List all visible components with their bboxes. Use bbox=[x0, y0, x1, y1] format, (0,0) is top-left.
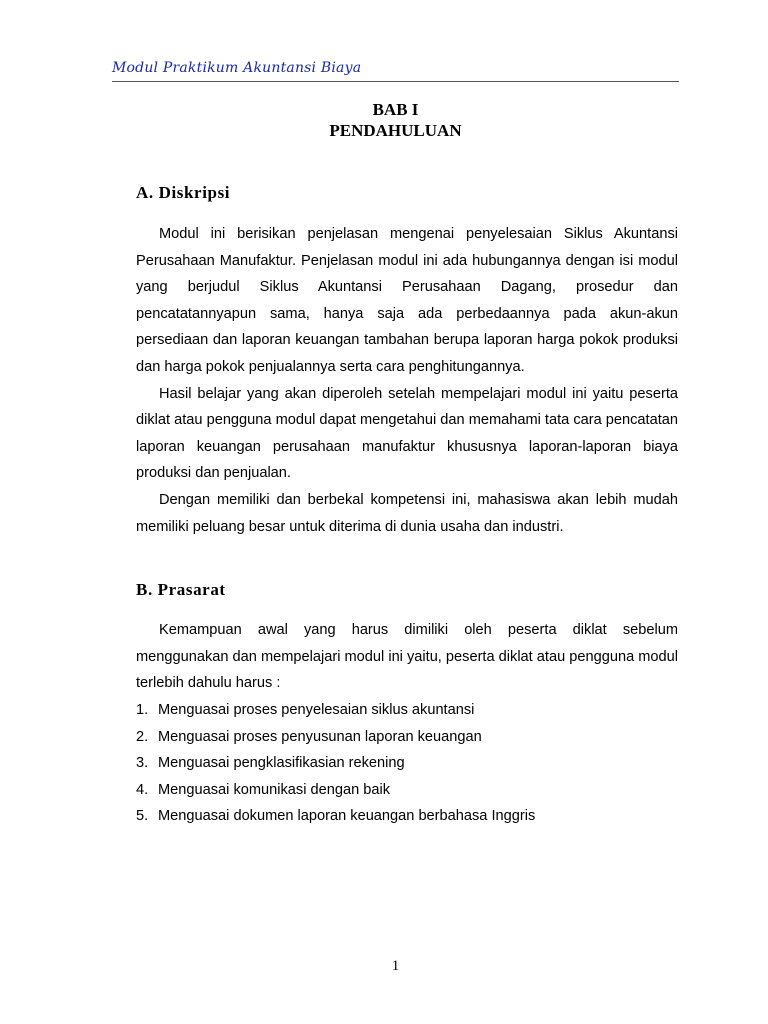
section-a-paragraph-2: Hasil belajar yang akan diperoleh setelah mempelajari modul ini yaitu peserta diklat atau pengguna modul dapat mengetahui dan memahami tata cara pencatatan laporan keuangan perusahaan manufaktur khususnya laporan-laporan biaya produksi dan penjualan. bbox=[136, 385, 678, 482]
chapter-number: BAB I bbox=[372, 100, 419, 119]
chapter-title: PENDAHULUAN bbox=[329, 121, 462, 140]
section-b-body bbox=[136, 617, 678, 697]
list-item-text: Menguasai dokumen laporan keuangan berbahasa Inggris bbox=[158, 808, 536, 825]
list-item bbox=[136, 750, 678, 777]
list-item-text: Menguasai pengklasifikasian rekening bbox=[158, 755, 405, 772]
header-divider bbox=[112, 81, 679, 82]
list-item-number: 5. bbox=[136, 808, 149, 825]
list-item-number: 2. bbox=[136, 728, 149, 745]
list-item-number: 1. bbox=[136, 702, 149, 718]
section-a-paragraph-3: Dengan memiliki dan berbekal kompetensi ini, mahasiswa akan lebih mudah memiliki peluang besar untuk diterima di dunia usaha dan industri. bbox=[136, 491, 678, 535]
section-a-body bbox=[136, 221, 678, 540]
section-b-heading: B. Prasarat bbox=[136, 580, 226, 599]
list-item-text: Menguasai komunikasi dengan baik bbox=[158, 781, 391, 798]
page-number: 1 bbox=[391, 958, 400, 974]
list-item-text: Menguasai proses penyusunan laporan keuangan bbox=[158, 728, 482, 745]
section-b-intro: Kemampuan awal yang harus dimiliki oleh peserta diklat sebelum menggunakan dan mempelajari modul ini yaitu, peserta diklat atau pengguna modul terlebih dahulu harus : bbox=[136, 622, 678, 692]
section-a-paragraph-1: Modul ini berisikan penjelasan mengenai penyelesaian Siklus Akuntansi Perusahaan Manufaktur. Penjelasan modul ini ada hubungannya dengan isi modul yang berjudul Siklus Akuntansi Perusahaan Dagang, prosedur dan pencatatannyapun sama, hanya saja ada perbedaannya pada akun-akun persediaan dan laporan keuangan tambahan berupa laporan harga pokok produksi dan harga pokok penjualannya serta cara penghitungannya. bbox=[136, 226, 678, 375]
prerequisite-list bbox=[136, 697, 678, 830]
list-item-number: 4. bbox=[136, 781, 149, 798]
running-header: Modul Praktikum Akuntansi Biaya bbox=[112, 60, 362, 76]
list-item bbox=[136, 777, 678, 804]
list-item bbox=[136, 803, 678, 830]
list-item bbox=[136, 697, 678, 724]
list-item-number: 3. bbox=[136, 755, 149, 772]
list-item bbox=[136, 724, 678, 751]
list-item-text: Menguasai proses penyelesaian siklus akuntansi bbox=[158, 702, 475, 718]
section-a-heading: A. Diskripsi bbox=[136, 183, 231, 202]
